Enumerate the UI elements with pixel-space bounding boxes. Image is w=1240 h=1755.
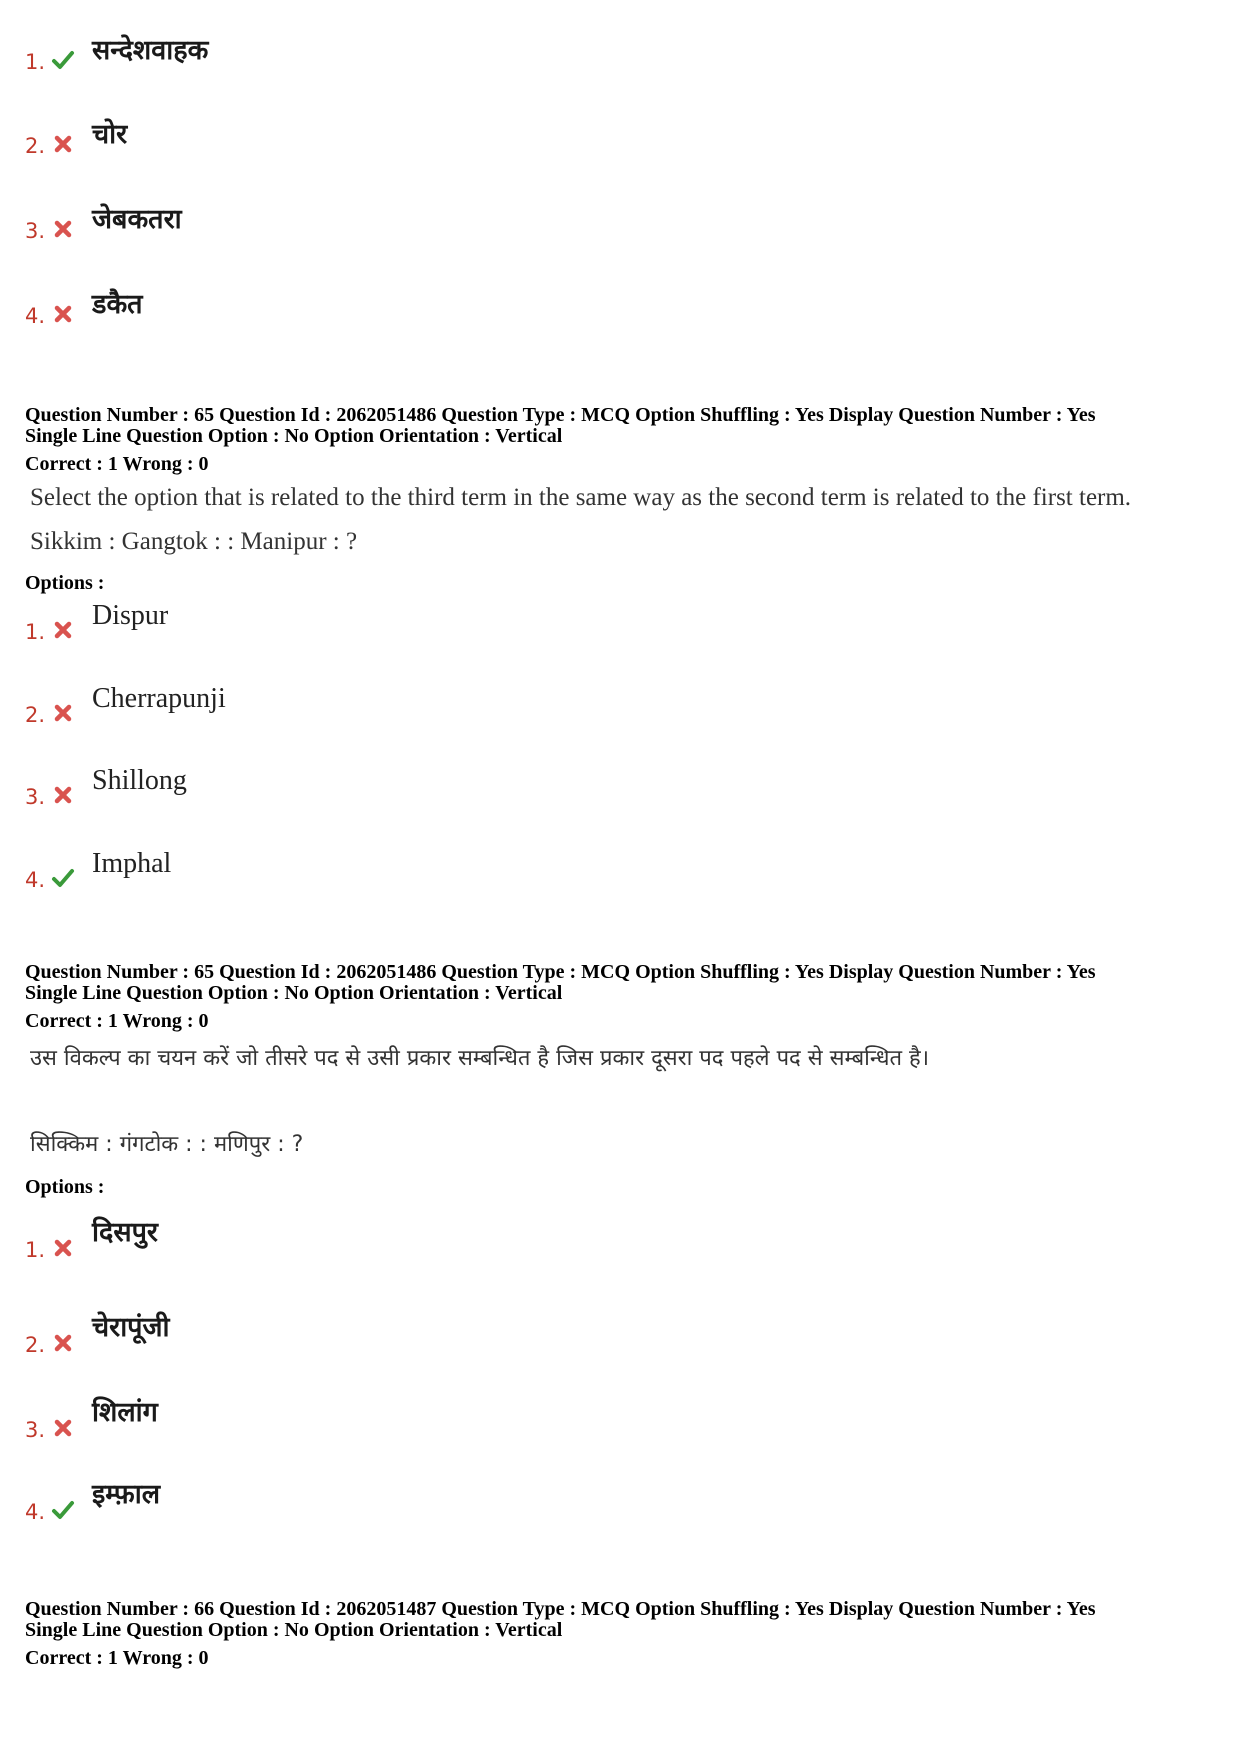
meta-question-id: Question Id : 2062051486 (219, 961, 437, 983)
meta-question-type: Question Type : MCQ (441, 1598, 631, 1620)
meta-question-number: Question Number : 65 (25, 961, 215, 983)
question-meta-line-2 (25, 983, 562, 1004)
cross-icon (51, 783, 75, 807)
check-icon (51, 48, 75, 72)
cross-icon (51, 302, 75, 326)
meta-wrong: Wrong : 0 (122, 1647, 209, 1669)
options-label: Options : (25, 1176, 105, 1198)
meta-question-id: Question Id : 2062051487 (219, 1598, 437, 1620)
question-analogy: सिक्किम : गंगटोक : : मणिपुर : ? (30, 1132, 304, 1157)
question-analogy: Sikkim : Gangtok : : Manipur : ? (30, 528, 358, 555)
meta-display-question-number: Display Question Number : Yes (828, 961, 1096, 983)
option-number: 3. (25, 785, 46, 809)
question-meta-line-1 (25, 405, 1096, 426)
cross-icon (51, 132, 75, 156)
meta-wrong: Wrong : 0 (122, 453, 209, 475)
meta-question-type: Question Type : MCQ (441, 404, 631, 426)
option-text: चेरापूंजी (92, 1312, 170, 1343)
option-text: इम्फ़ाल (92, 1479, 161, 1510)
meta-question-number: Question Number : 65 (25, 404, 215, 426)
question-meta-line-2 (25, 1620, 562, 1641)
option-text: Dispur (92, 600, 169, 631)
option-number: 2. (25, 1333, 46, 1357)
meta-correct: Correct : 1 (25, 1010, 118, 1032)
option-number: 1. (25, 1238, 46, 1262)
meta-question-type: Question Type : MCQ (441, 961, 631, 983)
option-text: जेबकतरा (92, 204, 182, 235)
option-text: Imphal (92, 848, 172, 879)
question-text: Select the option that is related to the third term in the same way as the second term is related to the first term. (30, 484, 1132, 511)
cross-icon (51, 1416, 75, 1440)
option-number: 3. (25, 219, 46, 243)
cross-icon (51, 1236, 75, 1260)
meta-option-shuffling: Option Shuffling : Yes (635, 1598, 824, 1620)
option-number: 4. (25, 868, 46, 892)
meta-option-orientation: Option Orientation : Vertical (313, 425, 563, 447)
meta-display-question-number: Display Question Number : Yes (828, 404, 1096, 426)
meta-display-question-number: Display Question Number : Yes (828, 1598, 1096, 1620)
meta-correct: Correct : 1 (25, 1647, 118, 1669)
option-text: चोर (92, 119, 128, 150)
question-meta-line-1 (25, 1599, 1096, 1620)
check-icon (51, 866, 75, 890)
meta-single-line-option: Single Line Question Option : No (25, 425, 309, 447)
meta-correct: Correct : 1 (25, 453, 118, 475)
meta-single-line-option: Single Line Question Option : No (25, 1619, 309, 1641)
option-text: दिसपुर (92, 1217, 158, 1248)
question-meta-line-2 (25, 426, 562, 447)
option-number: 4. (25, 304, 46, 328)
meta-option-orientation: Option Orientation : Vertical (313, 1619, 563, 1641)
option-number: 2. (25, 703, 46, 727)
cross-icon (51, 1331, 75, 1355)
option-text: Shillong (92, 765, 187, 796)
cross-icon (51, 217, 75, 241)
option-text: Cherrapunji (92, 683, 226, 714)
option-text: शिलांग (92, 1397, 158, 1428)
meta-question-number: Question Number : 66 (25, 1598, 215, 1620)
option-number: 1. (25, 620, 46, 644)
meta-option-shuffling: Option Shuffling : Yes (635, 404, 824, 426)
meta-option-shuffling: Option Shuffling : Yes (635, 961, 824, 983)
option-number: 2. (25, 134, 46, 158)
meta-question-id: Question Id : 2062051486 (219, 404, 437, 426)
meta-option-orientation: Option Orientation : Vertical (313, 982, 563, 1004)
meta-single-line-option: Single Line Question Option : No (25, 982, 309, 1004)
question-meta-line-3 (25, 454, 209, 475)
question-meta-line-1 (25, 962, 1096, 983)
option-number: 3. (25, 1418, 46, 1442)
cross-icon (51, 618, 75, 642)
option-text: सन्देशवाहक (92, 35, 209, 66)
question-text: उस विकल्प का चयन करें जो तीसरे पद से उसी प्रकार सम्बन्धित है जिस प्रकार दूसरा पद पहले पद से सम्बन्धित है। (30, 1046, 930, 1071)
check-icon (51, 1498, 75, 1522)
meta-wrong: Wrong : 0 (122, 1010, 209, 1032)
option-number: 1. (25, 50, 46, 74)
options-label: Options : (25, 572, 105, 594)
question-meta-line-3 (25, 1011, 209, 1032)
option-number: 4. (25, 1500, 46, 1524)
question-meta-line-3 (25, 1648, 209, 1669)
option-text: डकैत (92, 289, 143, 320)
cross-icon (51, 701, 75, 725)
